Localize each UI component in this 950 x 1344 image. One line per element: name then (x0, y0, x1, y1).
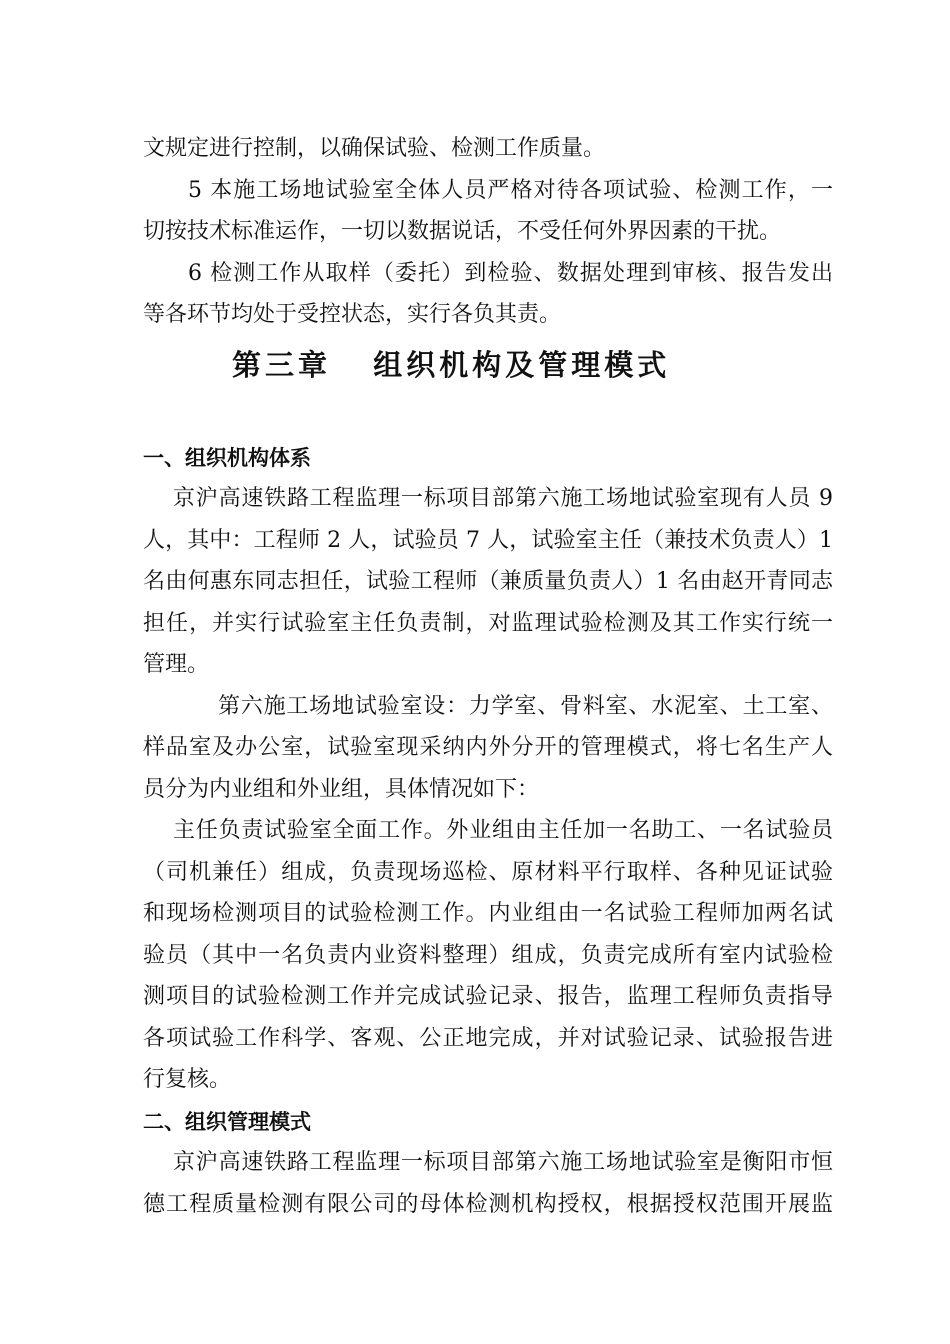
item-5-line-1: 5 本施工场地试验室全体人员严格对待各项试验、检测工作，一 (188, 178, 833, 203)
section-1-para-1-line: 名由何惠东同志担任，试验工程师（兼质量负责人）1 名由赵开青同志 (143, 569, 833, 594)
section-2-heading: 二、组织管理模式 (143, 1110, 311, 1134)
section-1-para-3-line: 测项目的试验检测工作并完成试验记录、报告，监理工程师负责指导 (143, 984, 833, 1009)
section-1-para-3-line: 行复核。 (143, 1067, 232, 1092)
item-5-line-2: 切按技术标准运作，一切以数据说话，不受任何外界因素的干扰。 (143, 219, 782, 244)
section-1-heading: 一、组织机构体系 (143, 446, 311, 470)
section-1-para-2-line: 第六施工场地试验室设：力学室、骨料室、水泥室、土工室、 (218, 694, 833, 719)
section-1-para-1-line: 人，其中：工程师 2 人，试验员 7 人，试验室主任（兼技术负责人）1 (143, 528, 833, 553)
continuation-text: 文规定进行控制，以确保试验、检测工作质量。 (143, 136, 606, 161)
section-1-para-2-line: 员分为内业组和外业组，具体情况如下： (143, 777, 540, 802)
section-1-para-3-line: （司机兼任）组成，负责现场巡检、原材料平行取样、各种见证试验 (143, 860, 833, 885)
item-6-line-1: 6 检测工作从取样（委托）到检验、数据处理到审核、报告发出 (188, 261, 833, 286)
section-1-para-1-line: 管理。 (143, 652, 210, 677)
section-1-para-1-line: 京沪高速铁路工程监理一标项目部第六施工场地试验室现有人员 9 (173, 486, 833, 511)
section-1-para-3-line: 和现场检测项目的试验检测工作。内业组由一名试验工程师加两名试 (143, 901, 833, 926)
section-2-para-1-line: 京沪高速铁路工程监理一标项目部第六施工场地试验室是衡阳市恒 (173, 1150, 833, 1175)
section-1-para-2-line: 样品室及办公室，试验室现采纳内外分开的管理模式，将七名生产人 (143, 735, 833, 760)
section-1-para-1-line: 担任，并实行试验室主任负责制，对监理试验检测及其工作实行统一 (143, 611, 833, 636)
item-6-line-2: 等各环节均处于受控状态，实行各负其责。 (143, 302, 562, 327)
section-1-para-3-line: 主任负责试验室全面工作。外业组由主任加一名助工、一名试验员 (173, 818, 833, 843)
chapter-title: 第三章 组织机构及管理模式 (232, 348, 671, 382)
section-2-para-1-line: 德工程质量检测有限公司的母体检测机构授权，根据授权范围开展监 (143, 1192, 833, 1217)
section-1-para-3-line: 各项试验工作科学、客观、公正地完成，并对试验记录、试验报告进 (143, 1026, 833, 1051)
section-1-para-3-line: 验员（其中一名负责内业资料整理）组成，负责完成所有室内试验检 (143, 943, 833, 968)
